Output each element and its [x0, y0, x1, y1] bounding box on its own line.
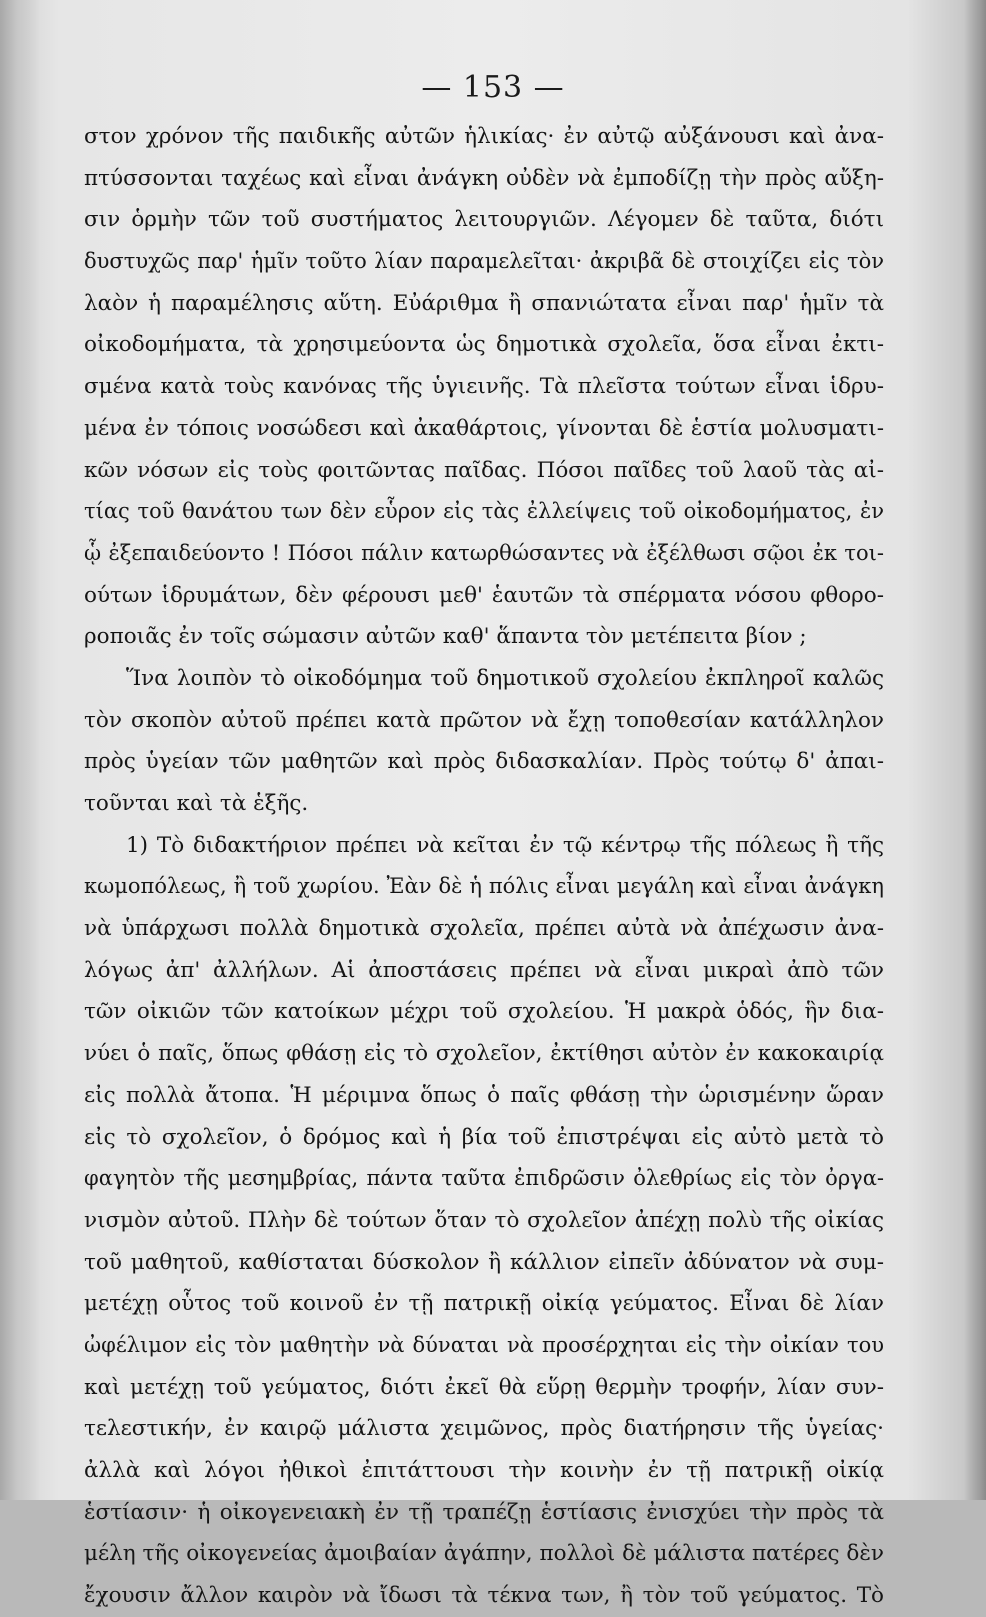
- page-gutter-shadow: [0, 0, 40, 1500]
- text-line: 1) Τὸ διδακτήριον πρέπει νὰ κεῖται ἐν τῷ κέντρῳ τῆς πόλεως ἢ τῆς: [126, 832, 884, 858]
- text-line: καὶ μετέχῃ τοῦ γεύματος, διότι ἐκεῖ θὰ εὕρῃ θερμὴν τροφήν, λίαν συν-: [84, 1374, 884, 1400]
- text-line: εἰς τὸ σχολεῖον, ὁ δρόμος καὶ ἡ βία τοῦ ἐπιστρέψαι εἰς αὐτὸ μετὰ τὸ: [84, 1124, 884, 1150]
- text-line: τῶν οἰκιῶν τῶν κατοίκων μέχρι τοῦ σχολείου. Ἡ μακρὰ ὁδός, ἣν δια-: [84, 999, 884, 1025]
- text-line: κωμοπόλεως, ἢ τοῦ χωρίου. Ἐὰν δὲ ἡ πόλις εἶναι μεγάλη καὶ εἶναι ἀνάγκη: [84, 874, 884, 899]
- page-edge-shadow: [964, 0, 986, 1500]
- text-line: στον χρόνον τῆς παιδικῆς αὐτῶν ἡλικίας· ἐν αὐτῷ αὐξάνουσι καὶ ἀνα-: [84, 124, 884, 149]
- text-line: δυστυχῶς παρ' ἡμῖν τοῦτο λίαν παραμελεῖται· ἀκριβᾶ δὲ στοιχίζει εἰς τὸν: [84, 249, 884, 274]
- text-line: οἰκοδομήματα, τὰ χρησιμεύοντα ὡς δημοτικὰ σχολεῖα, ὅσα εἶναι ἐκτι-: [84, 332, 884, 358]
- text-line: ούτων ἱδρυμάτων, δὲν φέρουσι μεθ' ἑαυτῶν τὰ σπέρματα νόσου φθορο-: [84, 582, 884, 608]
- text-line: ᾧ ἐξεπαιδεύοντο ! Πόσοι πάλιν κατωρθώσαντες νὰ ἐξέλθωσι σῷοι ἐκ τοι-: [84, 540, 884, 565]
- text-line: ἑστίασιν· ἡ οἰκογενειακὴ ἐν τῇ τραπέζῃ ἑστίασις ἐνισχύει τὴν πρὸς τὰ: [84, 1499, 884, 1525]
- text-line: λαὸν ἡ παραμέλησις αὕτη. Εὐάριθμα ἢ σπανιώτατα εἶναι παρ' ἡμῖν τὰ: [84, 290, 884, 316]
- text-line: ὠφέλιμον εἰς τὸν μαθητὴν νὰ δύναται νὰ προσέρχηται εἰς τὴν οἰκίαν του: [84, 1332, 884, 1357]
- text-line: Ἵνα λοιπὸν τὸ οἰκοδόμημα τοῦ δημοτικοῦ σχολείου ἐκπληροῖ καλῶς: [126, 665, 884, 691]
- text-line: λόγως ἀπ' ἀλλήλων. Αἱ ἀποστάσεις πρέπει νὰ εἶναι μικραὶ ἀπὸ τῶν: [84, 957, 884, 983]
- text-line: ἔχουσιν ἄλλον καιρὸν νὰ ἴδωσι τὰ τέκνα των, ἢ τὸν τοῦ γεύματος. Τὸ: [84, 1583, 884, 1609]
- text-line: νισμὸν αὐτοῦ. Πλὴν δὲ τούτων ὅταν τὸ σχολεῖον ἀπέχῃ πολὺ τῆς οἰκίας: [84, 1207, 884, 1233]
- text-line: τελεστικήν, ἐν καιρῷ μάλιστα χειμῶνος, πρὸς διατήρησιν τῆς ὑγείας·: [84, 1416, 884, 1442]
- text-line: πρὸς ὑγείαν τῶν μαθητῶν καὶ πρὸς διδασκαλίαν. Πρὸς τούτῳ δ' ἀπαι-: [84, 749, 884, 775]
- text-line: μετέχῃ οὗτος τοῦ κοινοῦ ἐν τῇ πατρικῇ οἰκίᾳ γεύματος. Εἶναι δὲ λίαν: [84, 1291, 884, 1317]
- body-text: [84, 116, 884, 1617]
- text-line: τοῦ μαθητοῦ, καθίσταται δύσκολον ἢ κάλλιον εἰπεῖν ἀδύνατον νὰ συμ-: [84, 1249, 884, 1275]
- text-line: μέλη τῆς οἰκογενείας ἀμοιβαίαν ἀγάπην, πολλοὶ δὲ μάλιστα πατέρες δὲν: [84, 1541, 884, 1567]
- text-line: μένα ἐν τόποις νοσώδεσι καὶ ἀκαθάρτοις, γίνονται δὲ ἑστία μολυσματι-: [84, 415, 884, 441]
- text-line: σμένα κατὰ τοὺς κανόνας τῆς ὑγιεινῆς. Τὰ πλεῖστα τούτων εἶναι ἱδρυ-: [84, 374, 884, 400]
- text-line: σιν ὁρμὴν τῶν τοῦ συστήματος λειτουργιῶν. Λέγομεν δὲ ταῦτα, διότι: [84, 207, 884, 233]
- text-line: ροποιᾶς ἐν τοῖς σώμασιν αὐτῶν καθ' ἅπαντα τὸν μετέπειτα βίον ;: [84, 624, 807, 650]
- text-line: πτύσσονται ταχέως καὶ εἶναι ἀνάγκη οὐδὲν νὰ ἐμποδίζῃ τὴν πρὸς αὔξη-: [84, 165, 884, 191]
- page-number: — 153 —: [421, 70, 565, 105]
- text-line: νὰ ὑπάρχωσι πολλὰ δημοτικὰ σχολεῖα, πρέπει αὐτὰ νὰ ἀπέχωσιν ἀνα-: [84, 916, 884, 942]
- text-line: νύει ὁ παῖς, ὅπως φθάσῃ εἰς τὸ σχολεῖον, ἐκτίθησι αὐτὸν ἐν κακοκαιρίᾳ: [84, 1041, 884, 1067]
- text-line: φαγητὸν τῆς μεσημβρίας, πάντα ταῦτα ἐπιδρῶσιν ὀλεθρίως εἰς τὸν ὀργα-: [84, 1166, 884, 1191]
- text-line: τοῦνται καὶ τὰ ἑξῆς.: [84, 791, 309, 816]
- text-line: εἰς πολλὰ ἄτοπα. Ἡ μέριμνα ὅπως ὁ παῖς φθάσῃ τὴν ὡρισμένην ὥραν: [84, 1082, 884, 1108]
- text-line: τὸν σκοπὸν αὐτοῦ πρέπει κατὰ πρῶτον νὰ ἔχῃ τοποθεσίαν κατάλληλον: [84, 707, 884, 733]
- text-line: τίας τοῦ θανάτου των δὲν εὗρον εἰς τὰς ἐλλείψεις τοῦ οἰκοδομήματος, ἐν: [84, 499, 884, 524]
- text-line: ἀλλὰ καὶ λόγοι ἠθικοὶ ἐπιτάττουσι τὴν κοινὴν ἐν τῇ πατρικῇ οἰκίᾳ: [84, 1458, 884, 1483]
- text-line: κῶν νόσων εἰς τοὺς φοιτῶντας παῖδας. Πόσοι παῖδες τοῦ λαοῦ τὰς αἰ-: [84, 457, 884, 483]
